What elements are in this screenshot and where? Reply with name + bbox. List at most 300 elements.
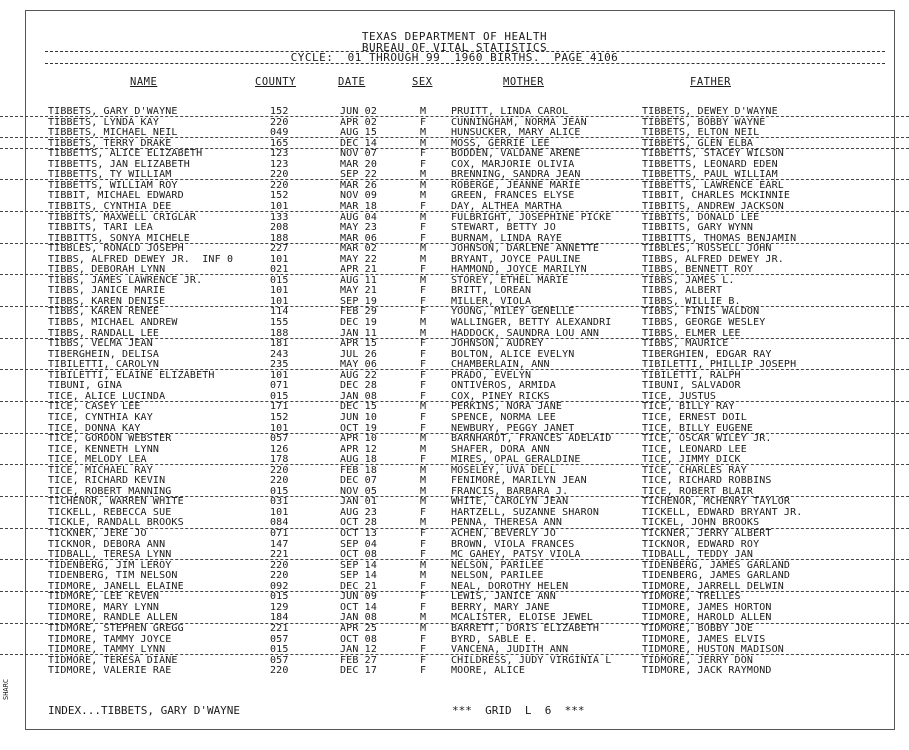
cell-sex: F	[420, 538, 427, 550]
table-row	[0, 128, 909, 138]
table-row	[0, 561, 909, 570]
cell-date: FEB 18	[340, 464, 378, 476]
cell-sex: F	[420, 454, 427, 466]
cell-sex: F	[420, 232, 427, 244]
cell-father: TICE, OSCAR WILEY JR.	[642, 433, 772, 445]
cell-father: TIDMORE, JAMES HORTON	[642, 601, 772, 613]
cell-date: DEC 19	[340, 317, 378, 328]
cell-mother: MOORE, ALICE	[451, 665, 526, 677]
table-row	[0, 592, 909, 601]
cell-name: TICKNOR, DEBORA ANN	[48, 538, 166, 550]
cell-mother: HARTZELL, SUZANNE SHARON	[451, 506, 600, 518]
cell-name: TIDMORE, STEPHEN GREGG	[48, 622, 184, 634]
cell-date: OCT 13	[340, 528, 378, 539]
cell-county: 101	[270, 200, 289, 212]
cell-father: TIBBITS, GARY WYNN	[642, 222, 754, 234]
cell-mother: STOREY, ETHEL MARIE	[451, 274, 569, 286]
cell-date: AUG 15	[340, 127, 378, 139]
cell-father: TIBBS, WILLIE B.	[642, 295, 741, 307]
cell-county: 171	[270, 401, 289, 413]
cell-father: TIBBS, GEORGE WESLEY	[642, 317, 766, 328]
cell-name: TIBBETS, GARY D'WAYNE	[48, 106, 178, 117]
cell-name: TIBBS, VELMA JEAN	[48, 338, 153, 350]
cell-county: 015	[270, 485, 289, 497]
header-bureau: BUREAU OF VITAL STATISTICS	[361, 41, 548, 54]
cell-mother: NEAL, DOROTHY HELEN	[451, 580, 569, 592]
cell-father: TIBBS, ELMER LEE	[642, 327, 741, 339]
cell-sex: M	[420, 496, 427, 508]
cell-sex: F	[420, 306, 427, 318]
cell-mother: MOSS, GERRIE LEE	[451, 137, 550, 149]
cell-sex: F	[420, 359, 427, 371]
cell-name: TICE, RICHARD KEVIN	[48, 475, 166, 487]
cell-mother: STEWART, BETTY JO	[451, 222, 556, 234]
cell-county: 220	[270, 475, 289, 487]
cell-mother: BURNAM, LINDA RAYE	[451, 232, 563, 244]
cell-sex: F	[420, 222, 427, 234]
table-row	[0, 413, 909, 422]
cell-name: TIDMORE, MARY LYNN	[48, 601, 160, 613]
cell-county: 123	[270, 148, 289, 160]
cell-mother: SHAFER, DORA ANN	[451, 443, 550, 455]
cell-sex: M	[420, 485, 427, 497]
cell-name: TIBBS, KAREN RENEE	[48, 306, 160, 318]
table-row	[0, 402, 909, 411]
cell-father: TICE, ROBERT BLAIR	[642, 485, 754, 497]
cell-father: TIDMORE, JACK RAYMOND	[642, 665, 772, 677]
cell-father: TICE, LEONARD LEE	[642, 443, 747, 455]
cell-name: TIBBS, MICHAEL ANDREW	[48, 317, 178, 328]
cell-father: TIDBALL, TEDDY JAN	[642, 549, 754, 561]
cell-county: 165	[270, 137, 289, 149]
cell-father: TICE, BILLY RAY	[642, 401, 735, 413]
cell-sex: F	[420, 338, 427, 350]
cell-date: OCT 08	[340, 549, 378, 561]
cell-father: TIBBETS, DEWEY D'WAYNE	[642, 106, 778, 117]
table-row	[0, 656, 909, 665]
cell-sex: M	[420, 570, 427, 582]
cell-name: TIBBITS, TARI LEA	[48, 222, 153, 234]
cell-name: TIDMORE, VALERIE RAE	[48, 665, 172, 677]
cell-date: JUL 26	[340, 348, 378, 360]
cell-county: 220	[270, 116, 289, 128]
cell-mother: ONTIVEROS, ARMIDA	[451, 380, 556, 392]
cell-sex: F	[420, 633, 427, 645]
cell-name: TIBBITS, CYNTHIA DEE	[48, 200, 172, 212]
cell-mother: PENNA, THERESA ANN	[451, 517, 563, 529]
table-row	[0, 160, 909, 169]
cell-date: FEB 27	[340, 654, 378, 666]
cell-county: 208	[270, 222, 289, 234]
cell-mother: BRENNING, SANDRA JEAN	[451, 169, 581, 181]
cell-mother: LEWIS, JANICE ANN	[451, 591, 556, 603]
cell-sex: F	[420, 285, 427, 297]
table-row	[0, 107, 909, 117]
cell-sex: M	[420, 433, 427, 445]
cell-date: MAR 02	[340, 243, 378, 255]
cell-father: TIBILETTI, RALPH	[642, 369, 741, 381]
table-row	[0, 497, 909, 506]
cell-father: TIDENBERG, JAMES GARLAND	[642, 570, 791, 582]
cell-mother: MILLER, VIOLA	[451, 295, 532, 307]
cell-county: 021	[270, 264, 289, 276]
cell-county: 155	[270, 317, 289, 328]
cell-name: TIBILETTI, CAROLYN	[48, 359, 160, 371]
cell-county: 123	[270, 158, 289, 170]
cell-county: 057	[270, 654, 289, 666]
cell-date: AUG 04	[340, 211, 378, 223]
cell-county: 220	[270, 559, 289, 571]
cell-father: TIBBETTS, STACEY WILSON	[642, 148, 784, 160]
cell-name: TIBBS, JAMES LAWRENCE JR.	[48, 274, 203, 286]
cell-name: TIBBS, KAREN DENISE	[48, 295, 166, 307]
cell-date: MAR 26	[340, 179, 378, 191]
cell-father: TIDMORE, JAMES ELVIS	[642, 633, 766, 645]
cell-sex: F	[420, 644, 427, 656]
cell-father: TICE, CHARLES RAY	[642, 464, 747, 476]
cell-mother: WHITE, CAROLYN JEAN	[451, 496, 569, 508]
cell-sex: F	[420, 665, 427, 677]
table-row	[0, 434, 909, 443]
cell-sex: M	[420, 622, 427, 634]
cell-father: TIBERGHIEN, EDGAR RAY	[642, 348, 772, 360]
table-row	[0, 371, 909, 380]
cell-sex: F	[420, 506, 427, 518]
cell-name: TICHENOR, WARREN WHITE	[48, 496, 184, 508]
table-row	[0, 202, 909, 212]
cell-name: TIBBETTS, WILLIAM ROY	[48, 179, 178, 191]
cell-county: 049	[270, 127, 289, 139]
cell-mother: BROWN, VIOLA FRANCES	[451, 538, 575, 550]
cell-date: DEC 14	[340, 137, 378, 149]
cell-sex: F	[420, 369, 427, 381]
cell-mother: PRUITT, LINDA CAROL	[451, 106, 569, 117]
cell-mother: HAMMOND, JOYCE MARILYN	[451, 264, 587, 276]
table-row	[0, 318, 909, 327]
cell-county: 188	[270, 327, 289, 339]
cell-date: APR 25	[340, 622, 378, 634]
cell-mother: SPENCE, NORMA LEE	[451, 411, 556, 423]
table-row	[0, 181, 909, 190]
cell-mother: BRYANT, JOYCE PAULINE	[451, 253, 581, 265]
cell-father: TICE, JUSTUS	[642, 390, 717, 402]
cell-county: 057	[270, 433, 289, 445]
cell-name: TICE, KENNETH LYNN	[48, 443, 160, 455]
cell-date: AUG 23	[340, 506, 378, 518]
header-agency: TEXAS DEPARTMENT OF HEALTH	[361, 30, 548, 43]
cell-date: JUN 10	[340, 411, 378, 423]
cell-name: TIDENBERG, TIM NELSON	[48, 570, 178, 582]
cell-sex: F	[420, 591, 427, 603]
cell-county: 092	[270, 580, 289, 592]
column-header-sex: SEX	[412, 76, 433, 88]
cell-name: TIBBETS, MICHAEL NEIL	[48, 127, 178, 139]
cell-name: TICKLE, RANDALL BROOKS	[48, 517, 184, 529]
cell-county: 084	[270, 517, 289, 529]
cell-sex: M	[420, 127, 427, 139]
cell-date: SEP 14	[340, 559, 378, 571]
cell-name: TIBBETS, LYNDA KAY	[48, 116, 160, 128]
cell-sex: F	[420, 654, 427, 666]
cell-name: TIDMORE, JANELL ELAINE	[48, 580, 184, 592]
cell-name: TIDMORE, TAMMY JOYCE	[48, 633, 172, 645]
cell-name: TIBBS, DEBORAH LYNN	[48, 264, 166, 276]
cell-county: 071	[270, 380, 289, 392]
cell-mother: HUNSUCKER, MARY ALICE	[451, 127, 581, 139]
table-row	[0, 255, 909, 264]
cell-name: TIBBITS, MAXWELL CRIGLAR	[48, 211, 197, 223]
table-row	[0, 223, 909, 232]
cell-sex: M	[420, 253, 427, 265]
cell-mother: WALLINGER, BETTY ALEXANDRI	[451, 317, 612, 328]
cell-date: JUN 09	[340, 591, 378, 603]
cell-date: JAN 11	[340, 327, 378, 339]
cell-sex: F	[420, 422, 427, 434]
cell-sex: F	[420, 580, 427, 592]
cell-county: 071	[270, 528, 289, 539]
header-rule-top	[45, 51, 885, 52]
cell-name: TICE, CYNTHIA KAY	[48, 411, 153, 423]
cell-sex: F	[420, 390, 427, 402]
cell-father: TICE, BILLY EUGENE	[642, 422, 754, 434]
cell-date: MAY 06	[340, 359, 378, 371]
cell-date: APR 10	[340, 433, 378, 445]
table-row	[0, 666, 909, 675]
cell-name: TIBILETTI, ELAINE ELIZABETH	[48, 369, 215, 381]
cell-mother: FRANCIS, BARBARA J.	[451, 485, 569, 497]
cell-name: TIBUNI, GINA	[48, 380, 123, 392]
header-rule-bottom	[45, 63, 885, 64]
column-header-father: FATHER	[690, 76, 731, 88]
cell-county: 220	[270, 570, 289, 582]
cell-father: TIBBITS, DONALD LEE	[642, 211, 760, 223]
cell-father: TIDENBERG, JAMES GARLAND	[642, 559, 791, 571]
cell-father: TIDMORE, JERRY DON	[642, 654, 754, 666]
cell-name: TIBBETTS, TY WILLIAM	[48, 169, 172, 181]
table-row	[0, 276, 909, 285]
cell-name: TIDENBERG, JIM LEROY	[48, 559, 172, 571]
cell-father: TICE, JIMMY DICK	[642, 454, 741, 466]
side-mark: SHARC	[2, 678, 10, 700]
cell-name: TIDBALL, TERESA LYNN	[48, 549, 172, 561]
cell-sex: M	[420, 211, 427, 223]
cell-date: MAY 23	[340, 222, 378, 234]
table-row	[0, 381, 909, 390]
cell-date: APR 02	[340, 116, 378, 128]
cell-mother: COX, MARJORIE OLIVIA	[451, 158, 575, 170]
cell-name: TICE, ROBERT MANNING	[48, 485, 172, 497]
cell-county: 015	[270, 591, 289, 603]
cell-mother: MCALISTER, ELOISE JEWEL	[451, 612, 593, 624]
table-row	[0, 550, 909, 560]
cell-sex: F	[420, 380, 427, 392]
cell-mother: DAY, ALTHEA MARTHA	[451, 200, 563, 212]
cell-name: TIBBS, ALFRED DEWEY JR. INF 0	[48, 253, 234, 265]
cell-name: TIDMORE, LEE KEVEN	[48, 591, 160, 603]
table-row	[0, 540, 909, 549]
table-row	[0, 307, 909, 316]
cell-father: TIDMORE, JARRELL DELWIN	[642, 580, 784, 592]
cell-date: APR 21	[340, 264, 378, 276]
cell-date: DEC 21	[340, 580, 378, 592]
table-row	[0, 645, 909, 655]
cell-father: TIBILETTI, PHILLIP JOSEPH	[642, 359, 797, 371]
header-cycle: CYCLE: 01 THROUGH 99 1960 BIRTHS. PAGE 4106	[290, 51, 619, 64]
cell-county: 101	[270, 253, 289, 265]
cell-name: TIDMORE, RANDLE ALLEN	[48, 612, 178, 624]
cell-name: TICE, DONNA KAY	[48, 422, 141, 434]
cell-date: MAR 20	[340, 158, 378, 170]
cell-mother: MOSELEY, UVA DELL	[451, 464, 556, 476]
cell-father: TICE, ERNEST DOIL	[642, 411, 747, 423]
cell-sex: M	[420, 169, 427, 181]
cell-date: APR 12	[340, 443, 378, 455]
cell-county: 133	[270, 211, 289, 223]
cell-sex: M	[420, 612, 427, 624]
cell-mother: COX, PINEY RICKS	[451, 390, 550, 402]
cell-date: DEC 17	[340, 665, 378, 677]
table-row	[0, 213, 909, 222]
cell-father: TIBBITS, ANDREW JACKSON	[642, 200, 784, 212]
cell-mother: NELSON, PARILEE	[451, 559, 544, 571]
cell-date: NOV 09	[340, 190, 378, 202]
cell-date: DEC 15	[340, 401, 378, 413]
cell-date: NOV 05	[340, 485, 378, 497]
grid-footer: *** GRID L 6 ***	[452, 704, 585, 717]
cell-mother: CHILDRESS, JUDY VIRGINIA L	[451, 654, 612, 666]
cell-father: TIBBS, FINIS WALDON	[642, 306, 760, 318]
cell-father: TIBBS, ALFRED DEWEY JR.	[642, 253, 784, 265]
column-header-date: DATE	[338, 76, 366, 88]
cell-date: MAR 18	[340, 200, 378, 212]
cell-name: TIBBETTS, JAN ELIZABETH	[48, 158, 190, 170]
cell-mother: BARRETT, DORIS ELIZABETH	[451, 622, 600, 634]
cell-county: 101	[270, 506, 289, 518]
cell-sex: M	[420, 327, 427, 339]
cell-name: TICKELL, REBECCA SUE	[48, 506, 172, 518]
table-row	[0, 445, 909, 454]
table-row	[0, 265, 909, 275]
cell-father: TIDMORE, BOBBY JOE	[642, 622, 754, 634]
cell-sex: F	[420, 295, 427, 307]
cell-name: TIBBETTS, ALICE ELIZABETH	[48, 148, 203, 160]
cell-county: 015	[270, 644, 289, 656]
cell-father: TICE, RICHARD ROBBINS	[642, 475, 772, 487]
cell-mother: CHAMBERLAIN, ANN	[451, 359, 550, 371]
cell-sex: F	[420, 601, 427, 613]
cell-date: SEP 19	[340, 295, 378, 307]
cell-name: TICE, CASEY LEE	[48, 401, 141, 413]
cell-father: TIBBLES, RUSSELL JOHN	[642, 243, 772, 255]
cell-mother: FENIMORE, MARILYN JEAN	[451, 475, 587, 487]
column-header-mother: MOTHER	[503, 76, 544, 88]
cell-mother: ACHEN, BEVERLY JO	[451, 528, 556, 539]
cell-date: JAN 08	[340, 390, 378, 402]
cell-sex: M	[420, 243, 427, 255]
table-row	[0, 191, 909, 200]
cell-mother: BYRD, SABLE E.	[451, 633, 538, 645]
cell-sex: M	[420, 274, 427, 286]
cell-mother: FULBRIGHT, JOSEPHINE PICKE	[451, 211, 612, 223]
cell-name: TIBBIT, MICHAEL EDWARD	[48, 190, 184, 202]
cell-name: TIBBLES, RONALD JOSEPH	[48, 243, 184, 255]
cell-date: AUG 22	[340, 369, 378, 381]
cell-name: TICE, MICHAEL RAY	[48, 464, 153, 476]
cell-father: TIDMORE, HUSTON MADISON	[642, 644, 784, 656]
cell-county: 227	[270, 243, 289, 255]
table-row	[0, 149, 909, 158]
cell-county: 184	[270, 612, 289, 624]
cell-county: 152	[270, 190, 289, 202]
cell-mother: PERKINS, NORA JANE	[451, 401, 563, 413]
cell-mother: MIRES, OPAL GERALDINE	[451, 454, 581, 466]
cell-county: 015	[270, 274, 289, 286]
cell-county: 152	[270, 411, 289, 423]
cell-date: MAR 06	[340, 232, 378, 244]
cell-mother: ROBERGE, JEANNE MARIE	[451, 179, 581, 191]
cell-sex: F	[420, 264, 427, 276]
cell-sex: F	[420, 411, 427, 423]
cell-county: 101	[270, 369, 289, 381]
table-row	[0, 508, 909, 517]
cell-father: TIBBETTS, LEONARD EDEN	[642, 158, 778, 170]
cell-sex: M	[420, 137, 427, 149]
column-header-county: COUNTY	[255, 76, 296, 88]
cell-county: 147	[270, 538, 289, 550]
cell-sex: M	[420, 317, 427, 328]
cell-county: 220	[270, 179, 289, 191]
cell-date: OCT 19	[340, 422, 378, 434]
cell-date: SEP 04	[340, 538, 378, 550]
table-row	[0, 624, 909, 633]
cell-county: 220	[270, 464, 289, 476]
cell-mother: BOLTON, ALICE EVELYN	[451, 348, 575, 360]
cell-mother: YOUNG, MILEY GENELLE	[451, 306, 575, 318]
cell-sex: F	[420, 200, 427, 212]
cell-name: TICE, ALICE LUCINDA	[48, 390, 166, 402]
cell-county: 126	[270, 443, 289, 455]
cell-father: TIBBITTS, THOMAS BENJAMIN	[642, 232, 797, 244]
cell-father: TIBBETTS, PAUL WILLIAM	[642, 169, 778, 181]
cell-date: JUN 02	[340, 106, 378, 117]
cell-date: JAN 01	[340, 496, 378, 508]
cell-date: OCT 14	[340, 601, 378, 613]
cell-county: 101	[270, 422, 289, 434]
cell-sex: F	[420, 348, 427, 360]
cell-county: 031	[270, 496, 289, 508]
cell-mother: GREEN, FRANCES ELYSE	[451, 190, 575, 202]
cell-county: 221	[270, 622, 289, 634]
cell-father: TIBBIT, CHARLES MCKINNIE	[642, 190, 791, 202]
cell-father: TIBBETS, BOBBY WAYNE	[642, 116, 766, 128]
cell-name: TIBBITTS, SONYA MICHELE	[48, 232, 190, 244]
table-row	[0, 476, 909, 485]
cell-name: TIBERGHEIN, DELISA	[48, 348, 160, 360]
cell-name: TIBBETS, TERRY DRAKE	[48, 137, 172, 149]
cell-date: MAY 22	[340, 253, 378, 265]
cell-mother: NELSON, PARILEE	[451, 570, 544, 582]
cell-father: TIBBS, ALBERT	[642, 285, 723, 297]
cell-father: TICKNOR, EDWARD ROY	[642, 538, 760, 550]
cell-date: MAY 21	[340, 285, 378, 297]
cell-mother: NEWBURY, PEGGY JANET	[451, 422, 575, 434]
cell-county: 129	[270, 601, 289, 613]
cell-county: 101	[270, 285, 289, 297]
cell-county: 188	[270, 232, 289, 244]
cell-date: DEC 28	[340, 380, 378, 392]
cell-county: 057	[270, 633, 289, 645]
table-row	[0, 466, 909, 475]
